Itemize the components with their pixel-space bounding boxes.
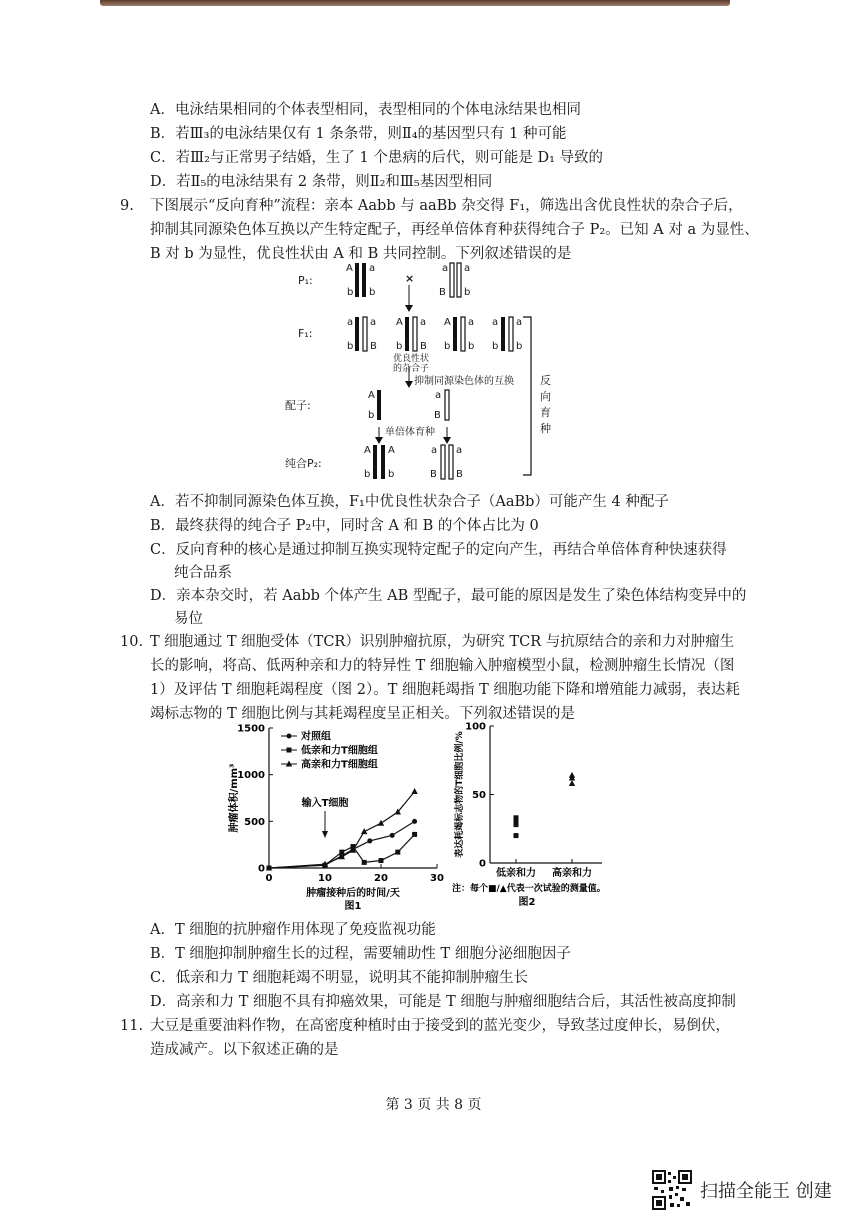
allele-label: b bbox=[444, 341, 451, 352]
allele-label: A bbox=[364, 445, 371, 456]
legend-marker bbox=[287, 748, 292, 753]
data-point bbox=[395, 850, 400, 855]
bracket-label-char: 种 bbox=[540, 422, 551, 435]
qr-code-icon bbox=[652, 1170, 692, 1210]
x-tick-label: 20 bbox=[374, 873, 388, 884]
x-tick-label: 0 bbox=[265, 873, 273, 884]
allele-label: a bbox=[435, 390, 442, 401]
allele-label: B bbox=[434, 410, 441, 421]
scan-edge bbox=[100, 0, 730, 6]
row-label-p2: 纯合P₂: bbox=[285, 457, 322, 470]
y-tick-label: 0 bbox=[258, 863, 265, 875]
x-tick-label: 高亲和力 bbox=[552, 868, 592, 879]
q9-option-c-cont: 纯合品系 bbox=[174, 565, 232, 581]
chart-title: 图1 bbox=[344, 901, 362, 912]
row-label-p1: P₁: bbox=[298, 274, 313, 287]
q8-option-a: A．电泳结果相同的个体表型相同，表型相同的个体电泳结果也相同 bbox=[150, 102, 581, 118]
y-tick-label: 100 bbox=[465, 721, 486, 733]
bracket-label-char: 反 bbox=[540, 374, 551, 387]
q10-option-a: A．T 细胞的抗肿瘤作用体现了免疫监视功能 bbox=[150, 922, 436, 938]
allele-label: a bbox=[516, 317, 523, 328]
chart-note: 注：每个■/▲代表一次试验的测量值。 bbox=[452, 884, 606, 894]
allele-label: B bbox=[420, 341, 427, 352]
data-point bbox=[569, 780, 575, 786]
q11-number: 11. bbox=[120, 1018, 144, 1034]
allele-label: b bbox=[468, 341, 475, 352]
allele-label: b bbox=[492, 341, 499, 352]
bracket-label-char: 育 bbox=[540, 406, 551, 419]
allele-label: A bbox=[368, 390, 375, 401]
q11-stem-line-2: 造成减产。以下叙述正确的是 bbox=[150, 1042, 339, 1058]
chart-title: 图2 bbox=[518, 897, 536, 908]
allele-label: B bbox=[430, 469, 437, 480]
q10-stem-line-4: 竭标志物的 T 细胞比例与其耗竭程度呈正相关。下列叙述错误的是 bbox=[150, 706, 575, 722]
allele-label: A bbox=[444, 317, 451, 328]
scanner-badge bbox=[652, 1170, 832, 1210]
q9-option-d: D．亲本杂交时，若 Aabb 个体产生 AB 型配子，最可能的原因是发生了染色体结构变异中的 bbox=[150, 588, 747, 604]
scanner-badge-label: 扫描全能王 创建 bbox=[700, 1181, 832, 1202]
figure-2-chart bbox=[452, 718, 607, 918]
y-axis-label: 肿瘤体积/mm³ bbox=[229, 763, 240, 833]
step-haploid-breeding: 单倍体育种 bbox=[385, 427, 435, 438]
allele-label: a bbox=[456, 445, 463, 456]
q9-option-c: C．反向育种的核心是通过抑制互换实现特定配子的定向产生，再结合单倍体育种快速获得 bbox=[150, 542, 727, 558]
q10-option-b: B．T 细胞抑制肿瘤生长的过程，需要辅助性 T 细胞分泌细胞因子 bbox=[150, 946, 571, 962]
q11-stem-line-1: 大豆是重要油料作物，在高密度种植时由于接受到的蓝光变少，导致茎过度伸长，易倒伏， bbox=[150, 1018, 730, 1034]
data-point bbox=[412, 832, 417, 837]
data-point bbox=[379, 858, 384, 863]
y-tick-label: 0 bbox=[479, 858, 486, 870]
q9-stem-line-3: B 对 b 为显性，优良性状由 A 和 B 共同控制。下列叙述错误的是 bbox=[150, 246, 572, 262]
y-tick-label: 500 bbox=[244, 816, 265, 828]
allele-label: b bbox=[364, 469, 371, 480]
f1-note-line-1: 优良性状 bbox=[393, 354, 430, 364]
data-point bbox=[390, 833, 395, 838]
annotation-arrowhead bbox=[322, 831, 328, 838]
allele-label: a bbox=[442, 263, 449, 274]
y-tick-label: 1500 bbox=[237, 723, 265, 735]
allele-label: b bbox=[388, 469, 395, 480]
legend-label: 高亲和力T细胞组 bbox=[301, 759, 378, 771]
allele-label: b bbox=[347, 287, 354, 298]
allele-label: A bbox=[396, 317, 403, 328]
row-label-gamete: 配子: bbox=[285, 399, 311, 412]
allele-label: B bbox=[370, 341, 377, 352]
allele-label: b bbox=[369, 287, 376, 298]
q10-stem-line-3: 1）及评估 T 细胞耗竭程度（图 2）。T 细胞耗竭指 T 细胞功能下降和增殖能力减弱，表达耗 bbox=[150, 682, 740, 698]
q9-number: 9. bbox=[120, 198, 134, 214]
x-tick-label: 低亲和力 bbox=[496, 868, 536, 879]
x-tick-label: 30 bbox=[430, 873, 444, 884]
figure-1-chart bbox=[225, 718, 455, 918]
q9-stem-line-1: 下图展示“反向育种”流程：亲本 Aabb 与 aaBb 杂交得 F₁，筛选出含优良性状的杂合子后， bbox=[150, 198, 743, 214]
q10-stem-line-2: 长的影响，将高、低两种亲和力的特异性 T 细胞输入肿瘤模型小鼠，检测肿瘤生长情况（图 bbox=[150, 658, 735, 674]
data-point bbox=[514, 822, 519, 827]
allele-label: b bbox=[516, 341, 523, 352]
q8-option-c: C．若Ⅲ₂与正常男子结婚，生了 1 个患病的后代，则可能是 D₁ 导致的 bbox=[150, 150, 603, 166]
allele-label: b bbox=[347, 341, 354, 352]
row-label-f1: F₁: bbox=[298, 327, 313, 340]
allele-label: a bbox=[420, 317, 427, 328]
legend-label: 对照组 bbox=[301, 731, 331, 743]
allele-label: a bbox=[347, 317, 354, 328]
allele-label: a bbox=[370, 317, 377, 328]
allele-label: a bbox=[492, 317, 499, 328]
data-point bbox=[412, 819, 417, 824]
reverse-breeding-diagram bbox=[285, 255, 585, 485]
annotation-label: 输入T细胞 bbox=[301, 798, 349, 809]
q9-option-a: A．若不抑制同源染色体互换，F₁中优良性状杂合子（AaBb）可能产生 4 种配子 bbox=[150, 494, 669, 510]
y-axis-label: 表达耗竭标志物的T细胞比例/% bbox=[455, 731, 465, 858]
legend-label: 低亲和力T细胞组 bbox=[301, 745, 378, 757]
figure-1-svg bbox=[225, 718, 455, 918]
data-point bbox=[378, 820, 384, 826]
data-point bbox=[514, 833, 519, 838]
data-point bbox=[367, 838, 372, 843]
q9-stem-line-2: 抑制其同源染色体互换以产生特定配子，再经单倍体育种获得纯合子 P₂。已知 A 对 a 为显性、 bbox=[150, 222, 759, 238]
allele-label: a bbox=[431, 445, 438, 456]
y-tick-label: 50 bbox=[472, 790, 486, 801]
legend-marker bbox=[287, 734, 292, 739]
step-inhibit-exchange: 抑制同源染色体的互换 bbox=[414, 376, 514, 387]
allele-label: B bbox=[439, 287, 446, 298]
q10-number: 10. bbox=[120, 634, 144, 650]
x-axis-label: 肿瘤接种后的时间/天 bbox=[306, 888, 400, 899]
series-line bbox=[269, 821, 415, 868]
q9-option-b: B．最终获得的纯合子 P₂中，同时含 A 和 B 的个体占比为 0 bbox=[150, 518, 539, 534]
allele-label: A bbox=[388, 445, 395, 456]
q10-option-d: D．高亲和力 T 细胞不具有抑癌效果，可能是 T 细胞与肿瘤细胞结合后，其活性被高度抑制 bbox=[150, 994, 736, 1010]
data-point bbox=[362, 860, 367, 865]
x-tick-label: 10 bbox=[318, 873, 332, 884]
figure-2-svg bbox=[452, 718, 607, 918]
allele-label: a bbox=[468, 317, 475, 328]
y-tick-label: 1000 bbox=[237, 770, 265, 782]
bracket-label-char: 向 bbox=[540, 390, 551, 403]
allele-label: B bbox=[456, 469, 463, 480]
allele-label: b bbox=[368, 410, 375, 421]
q10-option-c: C．低亲和力 T 细胞耗竭不明显，说明其不能抑制肿瘤生长 bbox=[150, 970, 528, 986]
f1-note-line-2: 的杂合子 bbox=[393, 364, 430, 374]
allele-label: b bbox=[396, 341, 403, 352]
q10-stem-line-1: T 细胞通过 T 细胞受体（TCR）识别肿瘤抗原，为研究 TCR 与抗原结合的亲和力对肿瘤生 bbox=[150, 634, 735, 650]
page-footer: 第 3 页 共 8 页 bbox=[385, 1097, 482, 1113]
allele-label: A bbox=[346, 263, 353, 274]
q8-option-d: D．若Ⅱ₅的电泳结果有 2 条带，则Ⅱ₂和Ⅲ₅基因型相同 bbox=[150, 174, 493, 190]
allele-label: a bbox=[464, 263, 471, 274]
cross-symbol: × bbox=[405, 272, 415, 285]
data-point bbox=[411, 788, 417, 794]
allele-label: a bbox=[369, 263, 376, 274]
q8-option-b: B．若Ⅲ₃的电泳结果仅有 1 条条带，则Ⅱ₄的基因型只有 1 种可能 bbox=[150, 126, 567, 142]
q9-option-d-cont: 易位 bbox=[174, 611, 203, 627]
allele-label: b bbox=[464, 287, 471, 298]
